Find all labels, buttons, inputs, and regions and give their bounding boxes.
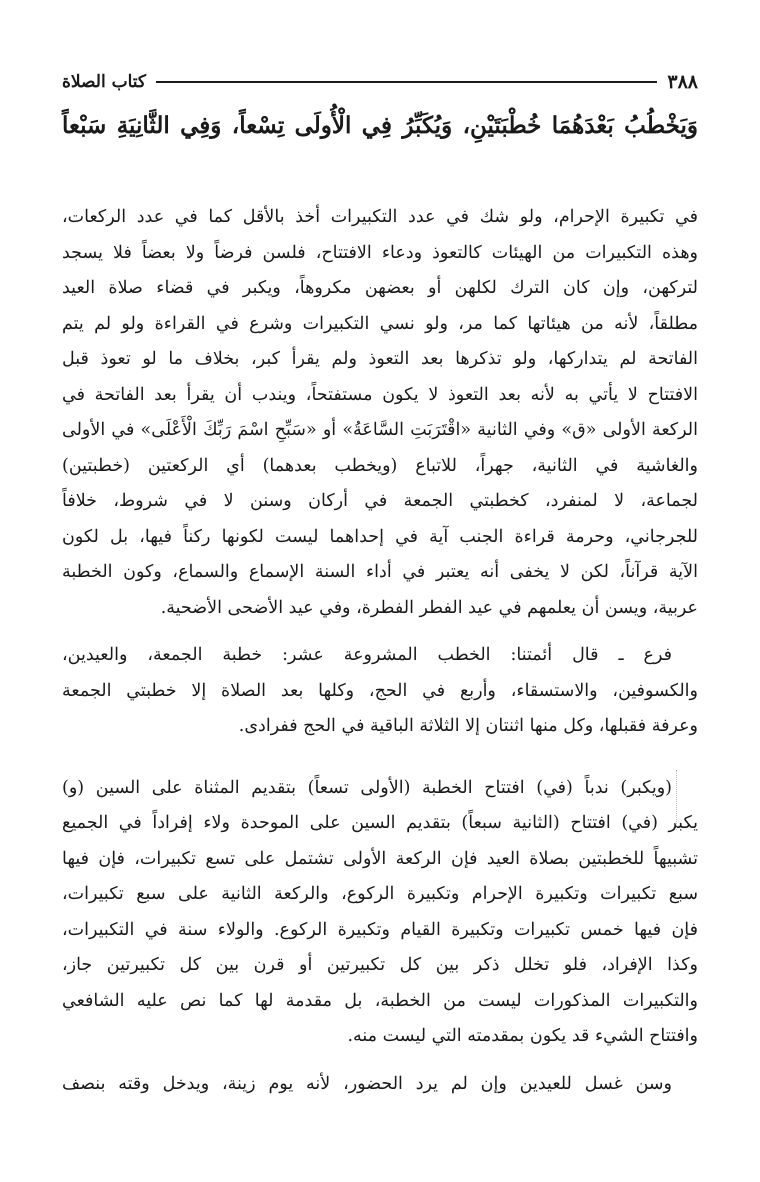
paragraph-4 [62, 1067, 698, 1103]
text-line: تشبيهاً للخطبتين بصلاة العيد فإن الركعة الأولى تشتمل على تسع تكبيرات، فإن فيها [62, 848, 698, 869]
text-line: للجرجاني، وحرمة قراءة الجنب آية في إحداهما ليست لكونها ركناً فيها، بل لكون [62, 526, 698, 547]
text-line: وكذا الإفراد، فلو تخلل ذكر بين كل تكبيرتين أو قرن بين كل تكبيرتين جاز، [62, 955, 698, 975]
text-line: والكسوفين، والاستسقاء، وأربع في الحج، وكلها بعد الصلاة إلا خطبتي الجمعة [62, 680, 698, 701]
text-line: مطلقاً، لأنه من هيئاتها كما مر، ولو نسي التكبيرات وشرع في القراءة ولو لم يتم [62, 313, 698, 334]
text-line: والتكبيرات المذكورات ليست من الخطبة، بل مقدمة لها كما نص عليه الشافعي [62, 990, 698, 1011]
text-line: والغاشية في الثانية، جهراً، للاتباع (ويخطب بعدهما) أي الركعتين (خطبتين) [62, 455, 698, 476]
text-line: (ويكبر) ندباً (في) افتتاح الخطبة (الأولى تسعاً) بتقديم المثناة على السين (و) [62, 777, 672, 798]
text-line: عربية، ويسن أن يعلمهم في عيد الفطر الفطرة، وفي عيد الأضحى الأضحية. [160, 597, 698, 618]
text-line: وسن غسل للعيدين وإن لم يرد الحضور، لأنه يوم زينة، ويدخل وقته بنصف [62, 1073, 672, 1094]
text-line: وعرفة فقبلها، وكل منها اثنتان إلا الثلاثة الباقية في الحج ففرادى. [238, 716, 698, 736]
text-line: لجماعة، لا لمنفرد، كخطبتي الجمعة في أركان وسنن لا في شروط، خلافاً [62, 491, 698, 511]
paragraph-2 [62, 638, 698, 745]
commentary-body [62, 200, 698, 1102]
running-header [62, 68, 698, 96]
text-line: وافتتاح الشيء قد يكون بمقدمته التي ليست منه. [347, 1026, 698, 1046]
text-line: يكبر (في) افتتاح (الثانية سبعاً) بتقديم السين على الموحدة ولاء إفراداً في الجميع [62, 813, 698, 833]
header-rule [156, 81, 657, 83]
text-line: فإن فيها خمس تكبيرات وتكبيرة القيام وتكبيرة الركوع. والولاء سنة في التكبيرات، [62, 919, 698, 940]
page-number: ٣٨٨ [667, 71, 698, 93]
text-line: الافتتاح لا يأتي به لأنه بعد التعوذ لا يكون مستفتحاً، ويندب أن يقرأ بعد الفاتحة في [62, 384, 698, 405]
text-line: في تكبيرة الإحرام، ولو شك في عدد التكبيرات أخذ بالأقل كما في عدد الركعات، [62, 207, 698, 227]
text-line: وهذه التكبيرات من الهيئات كالتعوذ ودعاء الافتتاح، فلسن فرضاً ولا بعضاً فلا يسجد [62, 242, 698, 263]
text-line: الآية قرآناً، لكن لا يخفى أنه يعتبر في أداء السنة الإسماع والسماع، وكون الخطبة [62, 562, 698, 582]
text-line: فرع ـ قال أئمتنا: الخطب المشروعة عشر: خطبة الجمعة، والعيدين، [62, 645, 672, 665]
text-line: سبع تكبيرات وتكبيرة الإحرام وتكبيرة الركوع، والركعة الثانية على سبع تكبيرات، [62, 884, 698, 904]
text-line: الركعة الأولى «ق» وفي الثانية «اقْتَرَبَتِ السَّاعَةُ» أو «سَبِّحِ اسْمَ رَبِّكَ الْأَعْلَى» في الأولى [62, 420, 698, 440]
margin-dots [676, 770, 678, 830]
paragraph-3 [62, 771, 698, 1055]
matn-text: وَيَخْطُبُ بَعْدَهُمَا خُطْبَتَيْنِ، وَيُكَبِّرُ فِي الْأُولَى تِسْعاً، وَفِي الثَّانِيَةِ سَبْعاً [62, 112, 698, 139]
text-line: لتركهن، وإن كان الترك لكلهن أو بعضهن مكروهاً، ويكبر في قضاء صلاة العيد [62, 278, 698, 298]
paragraph-1 [62, 200, 698, 626]
book-title: كتاب الصلاة [62, 72, 147, 92]
text-line: الفاتحة لم يتداركها، ولو تذكرها بعد التعوذ ولم يقرأ كبر، بخلاف ما لو تعوذ قبل [62, 349, 698, 369]
